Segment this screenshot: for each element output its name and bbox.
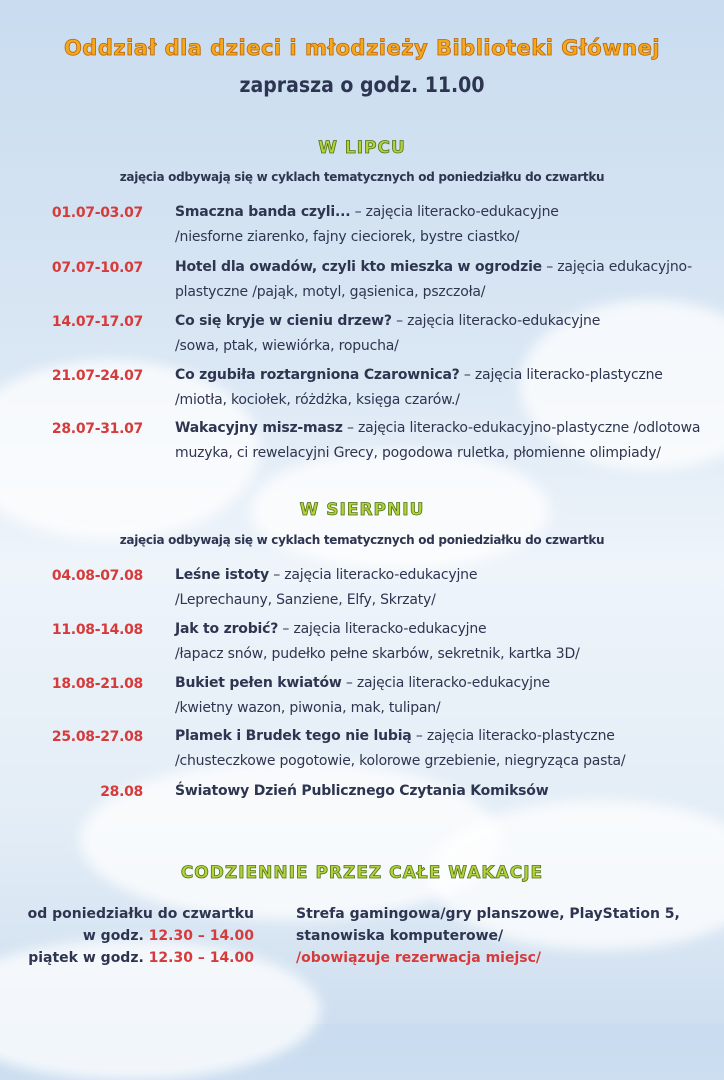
section-note-august: zajęcia odbywają się w cyklach tematycznych od poniedziałku do czwartku xyxy=(119,533,605,547)
event-description xyxy=(175,416,715,466)
daily-hours-friday xyxy=(28,947,254,969)
page-title: Oddział dla dzieci i młodzieży Biblioteki Głównej xyxy=(63,36,661,60)
event-type: – zajęcia edukacyjno- xyxy=(541,259,692,275)
event-description xyxy=(175,363,695,413)
event-details: /niesforne ziarenko, fajny cieciorek, bystre ciastko/ xyxy=(175,229,520,245)
event-date: 11.08-14.08 xyxy=(51,622,143,638)
section-heading-daily: CODZIENNIE PRZEZ CAŁE WAKACJE xyxy=(180,863,544,883)
hours-time: 12.30 – 14.00 xyxy=(148,928,254,944)
event-title: Co zgubiła roztargniona Czarownica? xyxy=(175,367,460,383)
event-type: – zajęcia literacko-edukacyjno-plastyczne /odlotowa xyxy=(342,420,701,436)
event-date: 28.08 xyxy=(100,784,143,800)
event-date: 28.07-31.07 xyxy=(51,421,143,437)
event-title: Smaczna banda czyli... xyxy=(175,204,351,220)
hours-prefix: w godz. xyxy=(82,928,149,944)
event-details: /łapacz snów, pudełko pełne skarbów, sekretnik, kartka 3D/ xyxy=(175,646,580,662)
event-title: Leśne istoty xyxy=(175,567,269,583)
daily-activity-line: Strefa gamingowa/gry planszowe, PlayStation 5, xyxy=(296,906,680,922)
event-type: – zajęcia literacko-edukacyjne xyxy=(350,204,559,220)
page-subtitle: zaprasza o godz. 11.00 xyxy=(239,73,485,97)
daily-activity-line: stanowiska komputerowe/ xyxy=(296,928,504,944)
event-date: 07.07-10.07 xyxy=(51,260,143,276)
event-description xyxy=(175,617,695,667)
reservation-note: /obowiązuje rezerwacja miejsc/ xyxy=(296,950,542,966)
daily-days-label: od poniedziałku do czwartku xyxy=(27,906,254,922)
event-title: Światowy Dzień Publicznego Czytania Komiksów xyxy=(175,783,549,799)
event-description xyxy=(175,779,695,804)
section-note-july: zajęcia odbywają się w cyklach tematycznych od poniedziałku do czwartku xyxy=(119,170,605,184)
hours-prefix: piątek w godz. xyxy=(28,950,149,966)
event-type: – zajęcia literacko-plastyczne xyxy=(459,367,663,383)
event-details: /sowa, ptak, wiewiórka, ropucha/ xyxy=(175,338,399,354)
event-title: Hotel dla owadów, czyli kto mieszka w ogrodzie xyxy=(175,259,542,275)
hours-time: 12.30 – 14.00 xyxy=(148,950,254,966)
event-details: /kwietny wazon, piwonia, mak, tulipan/ xyxy=(175,700,441,716)
event-description xyxy=(175,309,695,359)
event-date: 21.07-24.07 xyxy=(51,368,143,384)
event-details: plastyczne /pająk, motyl, gąsienica, pszczoła/ xyxy=(175,284,486,300)
event-description xyxy=(175,563,695,613)
event-date: 18.08-21.08 xyxy=(51,676,143,692)
event-description xyxy=(175,724,695,774)
event-title: Wakacyjny misz-masz xyxy=(175,420,343,436)
event-details: /chusteczkowe pogotowie, kolorowe grzebienie, niegryząca pasta/ xyxy=(175,753,626,769)
event-type: – zajęcia literacko-edukacyjne xyxy=(391,313,601,329)
event-title: Bukiet pełen kwiatów xyxy=(175,675,342,691)
event-description xyxy=(175,671,695,721)
section-heading-august: W SIERPNIU xyxy=(299,500,425,520)
event-details: muzyka, ci rewelacyjni Grecy, pogodowa ruletka, płomienne olimpiady/ xyxy=(175,445,661,461)
event-date: 25.08-27.08 xyxy=(51,729,143,745)
event-date: 01.07-03.07 xyxy=(51,205,143,221)
event-date: 14.07-17.07 xyxy=(51,314,143,330)
event-title: Jak to zrobić? xyxy=(175,621,279,637)
section-heading-july: W LIPCU xyxy=(318,138,406,158)
event-title: Co się kryje w cieniu drzew? xyxy=(175,313,392,329)
event-title: Plamek i Brudek tego nie lubią xyxy=(175,728,412,744)
event-details: /Leprechauny, Sanziene, Elfy, Skrzaty/ xyxy=(175,592,436,608)
event-type: – zajęcia literacko-edukacyjne xyxy=(341,675,550,691)
daily-schedule-hours xyxy=(28,903,254,969)
event-type: – zajęcia literacko-plastyczne xyxy=(411,728,615,744)
daily-hours-weekdays xyxy=(28,925,254,947)
event-details: /miotła, kociołek, różdżka, księga czarów./ xyxy=(175,392,460,408)
daily-activities xyxy=(296,903,716,969)
event-description xyxy=(175,255,695,305)
event-description xyxy=(175,200,695,250)
event-date: 04.08-07.08 xyxy=(51,568,143,584)
event-type: – zajęcia literacko-edukacyjne xyxy=(278,621,487,637)
event-type: – zajęcia literacko-edukacyjne xyxy=(268,567,478,583)
